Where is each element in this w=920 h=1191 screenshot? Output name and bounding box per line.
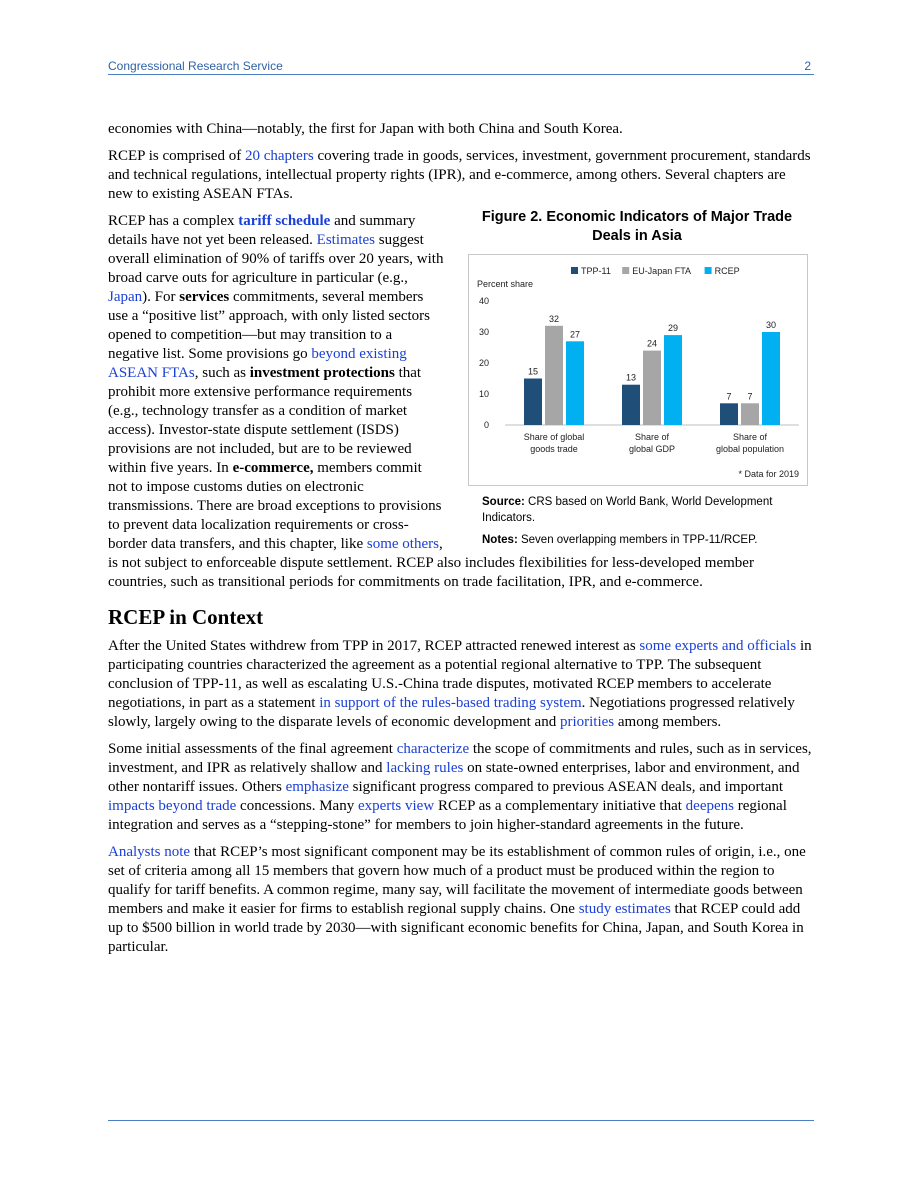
x-tick-label: global GDP [628,444,676,454]
y-tick-label: 0 [483,420,489,430]
x-tick-label: Share of [732,432,768,442]
chart-annotation: * Data for 2019 [738,469,799,479]
context-paragraph-3: Analysts note that RCEP’s most significant component may be its establishment of common rules of origin, i.e., one set of criteria among all 15 members that govern how much of a product must be produced within the region to qualify for tariff benefits. A common regime, many say, will facilitate the movement of intermediate goods between members and make it easier for firms to establish regional supply chains. One study estimates that RCEP could add up to $500 billion in world trade by 2030—with significant economic benefits for China, Japan, and South Korea in particular. [108,844,806,955]
lacking-rules-link[interactable]: lacking rules [386,760,464,776]
section-heading: RCEP in Context [108,605,264,629]
study-estimates-link[interactable]: study estimates [578,901,671,917]
figure-2 [462,208,812,548]
data-label: 32 [548,313,560,324]
analysts-note-link[interactable]: Analysts note [108,844,191,860]
y-tick-label: 40 [478,296,489,306]
data-label: 7 [726,391,732,402]
bar-tpp-11-1 [622,385,640,425]
some-others-link[interactable]: some others [366,536,439,552]
y-axis-label: Percent share [477,279,534,289]
x-tick-label: global population [715,444,785,454]
experts-view-link[interactable]: experts view [357,798,435,814]
estimates-link[interactable]: Estimates [316,232,375,248]
legend-label-2: RCEP [714,266,740,276]
context-paragraph-2: Some initial assessments of the final agreement characterize the scope of commitments and rules, such as in services, investment, and IPR as relatively shallow and lacking rules on state-owned enterprises, labor and environment, and other nontariff issues. Others emphasize significant progress compared to previous ASEAN deals, and important impacts beyond trade concessions. Many experts view RCEP as a complementary initiative that deepens regional integration and serves as a “stepping-stone” for members to join higher-standard agreements in the future. [108,741,812,833]
bar-eu-japan-fta-2 [741,403,759,425]
bar-tpp-11-0 [524,379,542,426]
beyond-asean-link[interactable]: beyond existing ASEAN FTAs [108,346,407,381]
bar-rcep-1 [664,335,682,425]
data-label: 30 [765,320,777,330]
figure-notes: Notes: Seven overlapping members in TPP-11/RCEP. [482,534,758,546]
data-label: 13 [625,372,637,383]
priorities-link[interactable]: priorities [559,714,615,730]
data-label: 24 [646,338,658,349]
data-label: 29 [667,323,679,334]
chapters-paragraph: RCEP is comprised of 20 chapters covering trade in goods, services, investment, government procurement, standards and technical regulations, intellectual property rights (IPR), and e-commerce, among others. Several chapters are new to existing ASEAN FTAs. [108,148,811,202]
deepens-link[interactable]: deepens [685,798,734,814]
bar-tpp-11-2 [720,403,738,425]
data-label: 7 [747,391,753,402]
emphasize-link[interactable]: emphasize [285,779,349,795]
main-content [108,120,812,965]
legend-swatch-0 [571,267,578,274]
bar-chart [468,254,808,486]
legend-label-1: EU-Japan FTA [632,266,692,276]
impacts-link[interactable]: impacts beyond trade [108,798,237,814]
figure-source: Source: CRS based on World Bank, World Development Indicators. [482,496,773,524]
japan-link[interactable]: Japan [108,289,143,305]
x-tick-label: Share of [634,432,670,442]
experts-officials-link[interactable]: some experts and officials [639,638,797,654]
y-tick-label: 20 [478,358,489,368]
intro-paragraph: economies with China—notably, the first for Japan with both China and South Korea. [108,121,623,137]
bar-rcep-2 [762,332,780,425]
y-tick-label: 10 [478,389,489,399]
page-header [108,58,814,75]
bar-eu-japan-fta-1 [643,351,661,425]
data-label: 27 [569,329,581,340]
header-org: Congressional Research Service [108,59,283,73]
figure-title: Figure 2. Economic Indicators of Major Trade Deals in Asia [481,209,793,244]
tariff-schedule-link[interactable]: tariff schedule [238,213,331,229]
chapters-link[interactable]: 20 chapters [244,148,314,164]
page-number: 2 [804,59,811,73]
characterize-link[interactable]: characterize [396,741,470,757]
data-label: 15 [527,366,539,377]
bar-rcep-0 [566,341,584,425]
x-tick-label: Share of global [523,432,585,442]
footer-rule [108,1120,814,1121]
context-paragraph-1: After the United States withdrew from TPP in 2017, RCEP attracted renewed interest as some experts and officials in participating countries characterized the agreement as a potential regional alternative to TPP. The subsequent conclusion of TPP-11, as well as escalating U.S.-China trade disputes, motivated RCEP members to accelerate negotiations, in part as a statement in support of the rules-based trading system. Negotiations progressed relatively slowly, largely owing to the disparate levels of economic development and priorities among members. [108,638,812,730]
chart-svg [469,255,807,485]
rules-based-link[interactable]: in support of the rules-based trading system [319,695,582,711]
legend-swatch-1 [622,267,629,274]
x-tick-label: goods trade [530,444,578,454]
legend-swatch-2 [705,267,712,274]
tariff-paragraph: RCEP has a complex tariff schedule and summary details have not yet been released. Estimates suggest overall elimination of 90% of tariffs over 20 years, with broad carve outs for agriculture in particular (e.g., Japan). For services commitments, several members use a “positive list” approach, with only listed sectors opened to competition—but may transition to a negative list. Some provisions go beyond existing ASEAN FTAs, such as investment protections that prohibit more extensive performance requirements (e.g., technology transfer as a condition of market access). Investor-state dispute settlement (ISDS) provisions are not included, but are to be reviewed within five years. In e-commerce, members commit not to impose customs duties on electronic transmissions. There are broad exceptions to provisions to prevent data localization requirements or cross-border data transfers, and this chapter, like some others, is not subject to enforceable dispute settlement. RCEP also includes flexibilities for less-developed member countries, such as transitional periods for commitments on trade facilitation, IPR, and e-commerce. [108,213,754,590]
bar-eu-japan-fta-0 [545,326,563,425]
legend-label-0: TPP-11 [581,266,611,276]
y-tick-label: 30 [478,327,489,337]
